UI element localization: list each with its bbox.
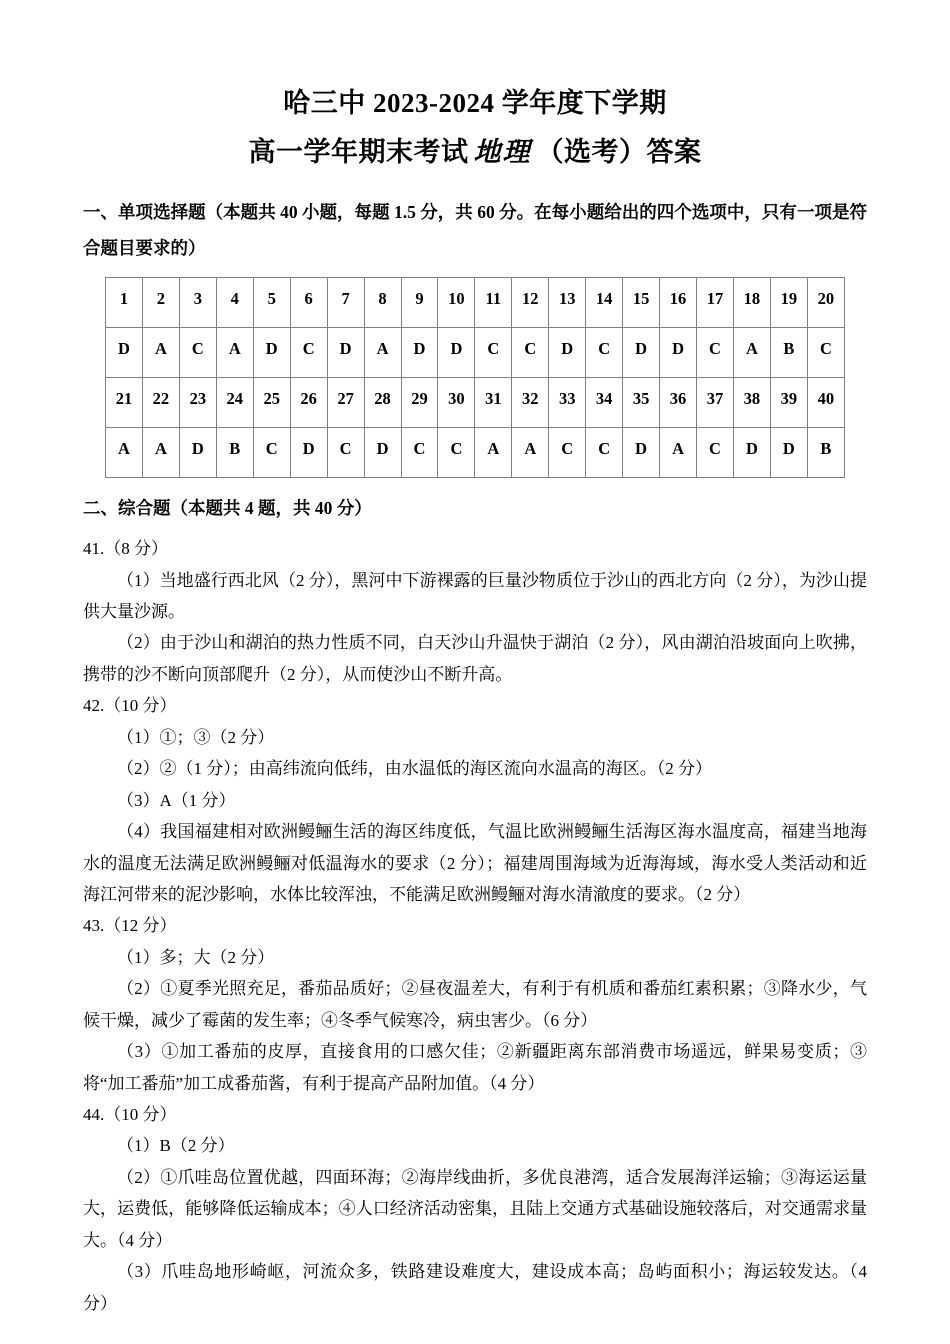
table-row <box>106 327 845 377</box>
table-row <box>106 277 845 327</box>
table-cell: 31 <box>475 377 512 427</box>
question-block-42 <box>83 690 867 910</box>
table-cell: C <box>697 427 734 477</box>
document-title-block <box>83 0 867 170</box>
page-title-line-2 <box>83 135 867 171</box>
table-cell: C <box>807 327 844 377</box>
table-cell: 10 <box>438 277 475 327</box>
table-cell: 23 <box>179 377 216 427</box>
table-cell: A <box>106 427 143 477</box>
table-cell: 18 <box>733 277 770 327</box>
table-cell: C <box>586 327 623 377</box>
table-cell: D <box>106 327 143 377</box>
table-cell: A <box>142 327 179 377</box>
table-cell: A <box>142 427 179 477</box>
table-cell: D <box>623 427 660 477</box>
table-cell: C <box>438 427 475 477</box>
question-42-part-1: （1）①；③（2 分） <box>117 727 275 747</box>
table-cell: 35 <box>623 377 660 427</box>
table-cell: 17 <box>697 277 734 327</box>
table-cell: 4 <box>216 277 253 327</box>
question-number-44: 44.（10 分） <box>83 1105 177 1124</box>
table-cell: C <box>475 327 512 377</box>
table-cell: 19 <box>770 277 807 327</box>
table-cell: 21 <box>106 377 143 427</box>
table-cell: D <box>623 327 660 377</box>
table-cell: 26 <box>290 377 327 427</box>
table-cell: 14 <box>586 277 623 327</box>
table-cell: D <box>660 327 697 377</box>
question-number-42: 42.（10 分） <box>83 696 177 716</box>
table-row <box>106 377 845 427</box>
table-cell: 34 <box>586 377 623 427</box>
table-cell: D <box>401 327 438 377</box>
table-cell: D <box>327 327 364 377</box>
table-cell: 7 <box>327 277 364 327</box>
question-43-part-1: （1）多；大（2 分） <box>117 947 275 967</box>
table-cell: 39 <box>770 377 807 427</box>
table-cell: C <box>697 327 734 377</box>
table-cell: A <box>364 327 401 377</box>
table-cell: 11 <box>475 277 512 327</box>
table-cell: 37 <box>697 377 734 427</box>
table-cell: 6 <box>290 277 327 327</box>
table-cell: 24 <box>216 377 253 427</box>
table-cell: 5 <box>253 277 290 327</box>
table-cell: D <box>733 427 770 477</box>
table-cell: 3 <box>179 277 216 327</box>
table-cell: A <box>475 427 512 477</box>
question-42-part-3: （3）A（1 分） <box>117 790 236 810</box>
table-cell: D <box>364 427 401 477</box>
section-two-answers <box>83 533 867 1319</box>
table-cell: 15 <box>623 277 660 327</box>
table-cell: 16 <box>660 277 697 327</box>
table-cell: B <box>807 427 844 477</box>
table-cell: A <box>216 327 253 377</box>
table-cell: 9 <box>401 277 438 327</box>
table-cell: 8 <box>364 277 401 327</box>
table-cell: 13 <box>549 277 586 327</box>
question-44-part-2: （2）①爪哇岛位置优越，四面环海；②海岸线曲折，多优良港湾，适合发展海洋运输；③海运运量大，运费低，能够降低运输成本；④人口经济活动密集，且陆上交通方式基础设施较落后，对交通需求量大。（4 分） <box>83 1167 867 1250</box>
section-two-heading: 二、综合题（本题共 4 题，共 40 分） <box>83 497 372 518</box>
table-cell: B <box>216 427 253 477</box>
question-41-part-1: （1）当地盛行西北风（2 分），黑河中下游裸露的巨量沙物质位于沙山的西北方向（2 分），为沙山提供大量沙源。 <box>83 570 867 621</box>
table-cell: 1 <box>106 277 143 327</box>
page-title-line-1: 哈三中 2023-2024 学年度下学期 <box>283 88 667 118</box>
answer-key-table <box>105 277 845 478</box>
question-42-part-4: （4）我国福建相对欧洲鳗鲡生活的海区纬度低，气温比欧洲鳗鲡生活海区海水温度高，福建当地海水的温度无法满足欧洲鳗鲡对低温海水的要求（2 分）；福建周围海域为近海海域，海水受人类活动和近海江河带来的泥沙影响，水体比较浑浊，不能满足欧洲鳗鲡对海水清澈度的要求。（2 分） <box>83 822 867 904</box>
question-43-part-2: （2）①夏季光照充足，番茄品质好；②昼夜温差大，有利于有机质和番茄红素积累；③降水少，气候干燥，减少了霉菌的发生率；④冬季气候寒冷，病虫害少。（6 分） <box>83 979 867 1030</box>
question-41-part-2: （2）由于沙山和湖泊的热力性质不同，白天沙山升温快于湖泊（2 分），风由湖泊沿坡面向上吹拂，携带的沙不断向顶部爬升（2 分），从而使沙山不断升高。 <box>83 633 867 684</box>
question-42-part-2: （2）②（1 分）；由高纬流向低纬，由水温低的海区流向水温高的海区。（2 分） <box>117 759 712 779</box>
question-block-41 <box>83 533 867 690</box>
table-cell: D <box>770 427 807 477</box>
table-cell: 30 <box>438 377 475 427</box>
table-cell: 38 <box>733 377 770 427</box>
table-cell: 22 <box>142 377 179 427</box>
table-cell: D <box>290 427 327 477</box>
question-44-part-1: （1）B（2 分） <box>117 1136 235 1156</box>
table-cell: 32 <box>512 377 549 427</box>
question-block-44 <box>83 1099 867 1319</box>
table-cell: 20 <box>807 277 844 327</box>
table-cell: 25 <box>253 377 290 427</box>
table-cell: D <box>253 327 290 377</box>
table-cell: D <box>179 427 216 477</box>
question-block-43 <box>83 910 867 1099</box>
table-cell: 36 <box>660 377 697 427</box>
table-cell: 40 <box>807 377 844 427</box>
question-44-part-3: （3）爪哇岛地形崎岖，河流众多，铁路建设难度大，建设成本高；岛屿面积小；海运较发达。（4 分） <box>83 1262 867 1313</box>
table-cell: C <box>290 327 327 377</box>
table-cell: C <box>253 427 290 477</box>
table-cell: 2 <box>142 277 179 327</box>
title-subject: 地理 <box>473 136 532 168</box>
question-number-43: 43.（12 分） <box>83 916 177 936</box>
section-one-heading: 一、单项选择题（本题共 40 小题，每题 1.5 分，共 60 分。在每小题给出的四个选项中，只有一项是符合题目要求的） <box>83 202 867 259</box>
table-cell: 27 <box>327 377 364 427</box>
table-row <box>106 427 845 477</box>
table-cell: 12 <box>512 277 549 327</box>
question-43-part-3: （3）①加工番茄的皮厚，直接食用的口感欠佳；②新疆距离东部消费市场遥远，鲜果易变质；③将“加工番茄”加工成番茄酱，有利于提高产品附加值。（4 分） <box>83 1042 867 1093</box>
table-cell: C <box>512 327 549 377</box>
table-cell: 28 <box>364 377 401 427</box>
table-cell: 29 <box>401 377 438 427</box>
title-suffix: （选考）答案 <box>536 136 702 167</box>
table-cell: A <box>660 427 697 477</box>
title-exam-name: 高一学年期末考试 <box>248 136 469 167</box>
answer-key-table-body <box>106 277 845 477</box>
table-cell: D <box>549 327 586 377</box>
table-cell: C <box>179 327 216 377</box>
question-number-41: 41.（8 分） <box>83 539 168 559</box>
table-cell: C <box>549 427 586 477</box>
table-cell: A <box>733 327 770 377</box>
table-cell: 33 <box>549 377 586 427</box>
table-cell: C <box>401 427 438 477</box>
table-cell: C <box>586 427 623 477</box>
table-cell: D <box>438 327 475 377</box>
table-cell: A <box>512 427 549 477</box>
table-cell: C <box>327 427 364 477</box>
table-cell: B <box>770 327 807 377</box>
